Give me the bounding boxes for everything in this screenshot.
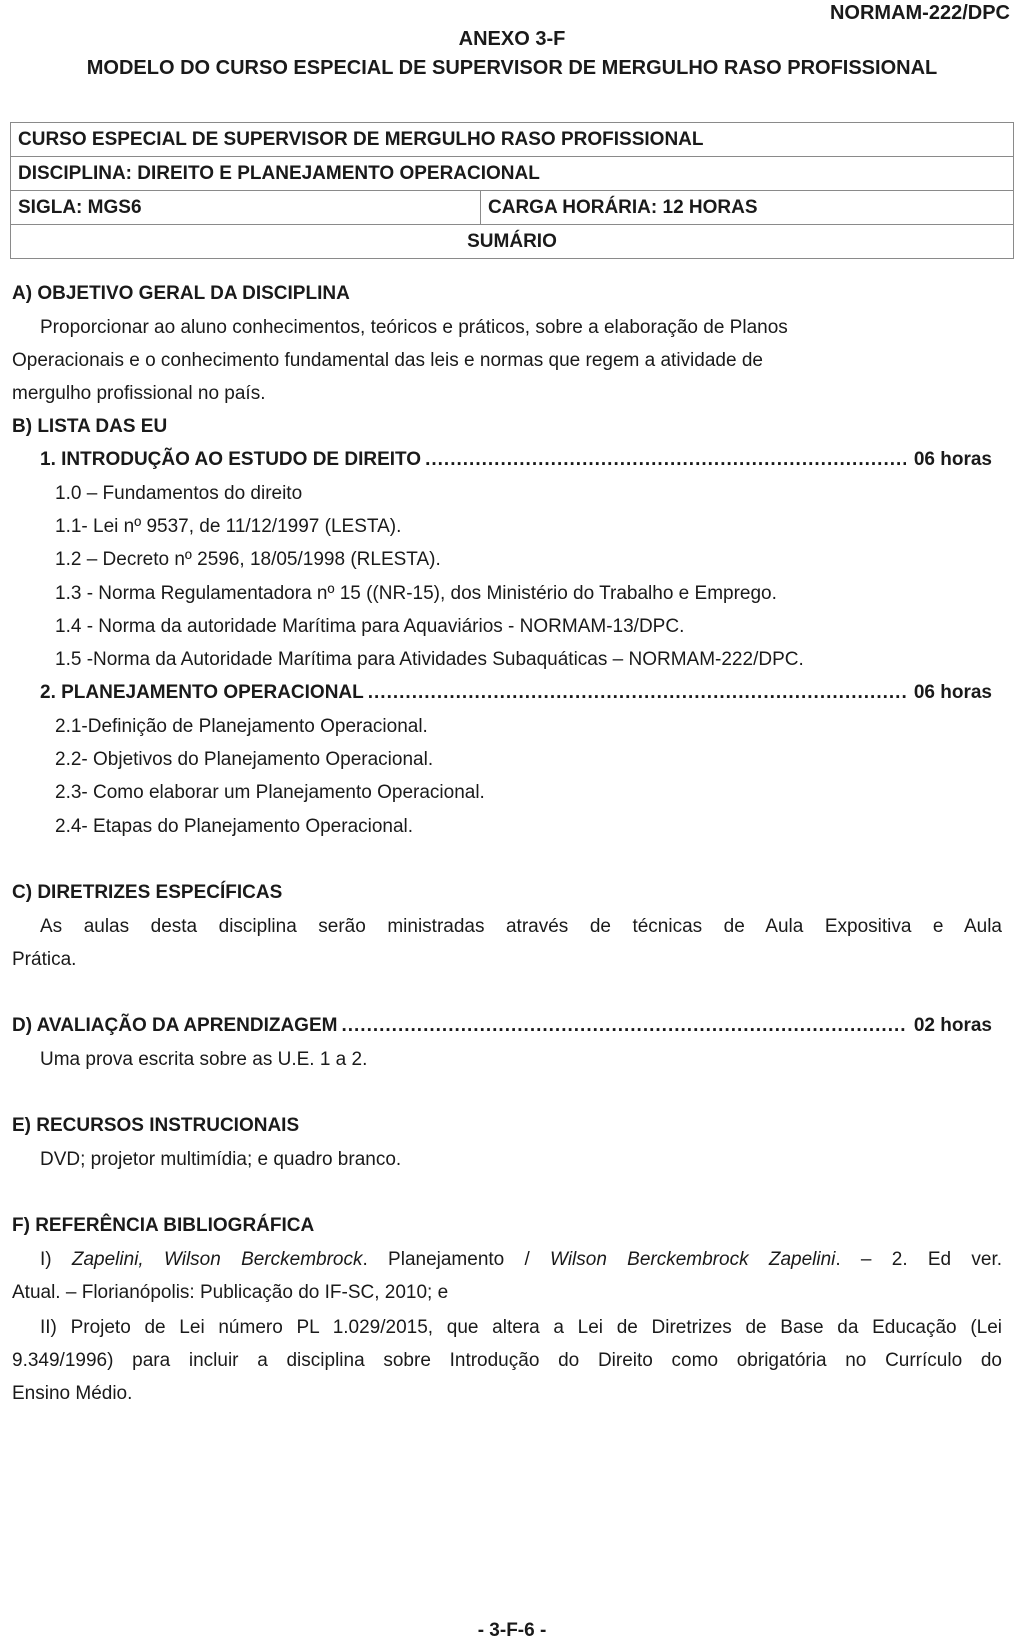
unit1-hours: 06 horas [913, 449, 992, 470]
unit2-item: 2.3- Como elaborar um Planejamento Operacional. [55, 782, 485, 803]
section-e-text: DVD; projetor multimídia; e quadro branco. [40, 1149, 402, 1170]
section-c-text-line1: As aulas desta disciplina serão ministradas através de técnicas de Aula Expositiva e Aula [40, 916, 1002, 937]
unit2-hours: 06 horas [913, 682, 992, 703]
unit2-item: 2.4- Etapas do Planejamento Operacional. [55, 816, 414, 837]
unit1-item: 1.4 - Norma da autoridade Marítima para Aquaviários - NORMAM-13/DPC. [55, 616, 685, 637]
unit1-title: 1. INTRODUÇÃO AO ESTUDO DE DIREITO [40, 449, 422, 470]
code-cell: SIGLA: MGS6 [11, 191, 481, 225]
ref1-end: . – 2. Ed ver. [835, 1249, 1003, 1270]
reference-2-line1: II) Projeto de Lei número PL 1.029/2015, que altera a Lei de Diretrizes de Base da Educação (Lei [40, 1317, 1002, 1338]
course-name-cell: CURSO ESPECIAL DE SUPERVISOR DE MERGULHO RASO PROFISSIONAL [11, 123, 1014, 157]
section-a-heading: A) OBJETIVO GERAL DA DISCIPLINA [12, 283, 350, 304]
section-a-text-line2: Operacionais e o conhecimento fundamental das leis e normas que regem a atividade de [12, 350, 763, 371]
course-header-table [10, 122, 1014, 259]
section-b-heading: B) LISTA DAS EU [12, 416, 168, 437]
unit2-item: 2.2- Objetivos do Planejamento Operacional. [55, 749, 434, 770]
dot-leader [425, 443, 906, 477]
ref1-author: Zapelini, Wilson Berckembrock [71, 1249, 363, 1270]
dot-leader [368, 676, 906, 710]
summary-cell: SUMÁRIO [11, 225, 1014, 259]
reference-1-line1 [40, 1243, 1002, 1277]
reference-2-line2: 9.349/1996) para incluir a disciplina sobre Introdução do Direito como obrigatória no Currículo do [12, 1350, 1002, 1371]
section-f-heading: F) REFERÊNCIA BIBLIOGRÁFICA [12, 1215, 315, 1236]
reference-2-line3: Ensino Médio. [12, 1383, 133, 1404]
unit1-item: 1.2 – Decreto nº 2596, 18/05/1998 (RLESTA). [55, 549, 441, 570]
section-d-text: Uma prova escrita sobre as U.E. 1 a 2. [40, 1049, 368, 1070]
section-a-text-line3: mergulho profissional no país. [12, 383, 266, 404]
section-e-heading: E) RECURSOS INSTRUCIONAIS [12, 1115, 300, 1136]
page-number: - 3-F-6 - [477, 1620, 547, 1641]
discipline-cell: DISCIPLINA: DIREITO E PLANEJAMENTO OPERACIONAL [11, 157, 1014, 191]
unit2-title: 2. PLANEJAMENTO OPERACIONAL [40, 682, 364, 703]
section-d-hours: 02 horas [913, 1015, 992, 1036]
document-reference: NORMAM-222/DPC [829, 2, 1010, 24]
section-c-heading: C) DIRETRIZES ESPECÍFICAS [12, 882, 283, 903]
section-c-text-line2: Prática. [12, 949, 77, 970]
unit2-title-row [40, 676, 992, 710]
unit1-item: 1.0 – Fundamentos do direito [55, 483, 303, 504]
unit1-item: 1.1- Lei nº 9537, de 11/12/1997 (LESTA). [55, 516, 402, 537]
unit2-item: 2.1-Definição de Planejamento Operacional. [55, 716, 428, 737]
section-d-heading: D) AVALIAÇÃO DA APRENDIZAGEM [12, 1015, 338, 1036]
unit1-title-row [40, 443, 992, 477]
document-title: MODELO DO CURSO ESPECIAL DE SUPERVISOR DE MERGULHO RASO PROFISSIONAL [86, 57, 938, 79]
section-d-heading-row [12, 1009, 992, 1043]
hours-cell: CARGA HORÁRIA: 12 HORAS [481, 191, 1014, 225]
unit1-item: 1.3 - Norma Regulamentadora nº 15 ((NR-15), dos Ministério do Trabalho e Emprego. [55, 583, 777, 604]
annex-title: ANEXO 3-F [458, 28, 566, 50]
reference-1-line2: Atual. – Florianópolis: Publicação do IF-SC, 2010; e [12, 1282, 449, 1303]
section-a-text-line1: Proporcionar ao aluno conhecimentos, teóricos e práticos, sobre a elaboração de Planos [40, 317, 788, 338]
dot-leader [341, 1009, 905, 1043]
unit1-item: 1.5 -Norma da Autoridade Marítima para Atividades Subaquáticas – NORMAM-222/DPC. [55, 649, 804, 670]
ref1-mid: . Planejamento / [362, 1249, 551, 1270]
ref1-author-2: Wilson Berckembrock Zapelini [550, 1249, 836, 1270]
ref1-prefix: I) [40, 1249, 72, 1270]
